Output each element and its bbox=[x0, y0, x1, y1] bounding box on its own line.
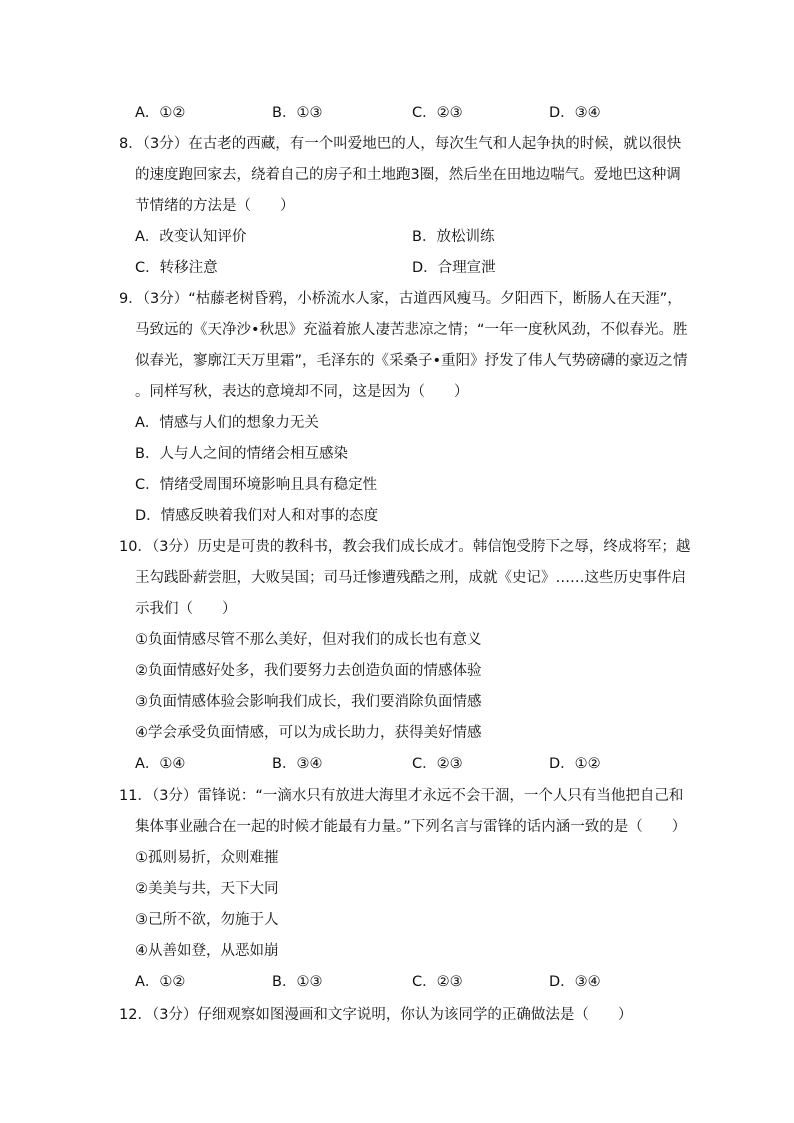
option-b[interactable]: B．放松训练 bbox=[412, 229, 495, 245]
question-stem-line: 节情绪的方法是（ ） bbox=[135, 198, 295, 214]
statement-item: ②负面情感好处多，我们要努力去创造负面的情感体验 bbox=[135, 663, 482, 679]
option-d[interactable]: D．①② bbox=[549, 756, 601, 772]
question-stem-line: 王勾践卧薪尝胆，大败吴国；司马迁惨遭残酷之刑，成就《史记》……这些历史事件启 bbox=[135, 570, 686, 586]
option-a[interactable]: A．①② bbox=[135, 105, 186, 121]
question-stem-line: 9．（3分）“枯藤老树昏鸦，小桥流水人家，古道西风瘦马。夕阳西下，断肠人在天涯”， bbox=[119, 291, 682, 307]
question-stem-line: 示我们（ ） bbox=[135, 601, 237, 617]
option-a[interactable]: A．情感与人们的想象力无关 bbox=[135, 415, 319, 431]
question-stem-line: 10．（3分）历史是可贵的教科书，教会我们成长成才。韩信饱受胯下之辱，终成将军；越 bbox=[119, 539, 691, 555]
option-d[interactable]: D．情感反映着我们对人和对事的态度 bbox=[135, 508, 379, 524]
option-d[interactable]: D．合理宣泄 bbox=[412, 260, 496, 276]
option-a[interactable]: A．改变认知评价 bbox=[135, 229, 247, 245]
statement-item: ③负面情感体验会影响我们成长，我们要消除负面情感 bbox=[135, 694, 482, 710]
question-stem-line: 11．（3分）雷锋说：“一滴水只有放进大海里才永远不会干涸，一个人只有当他把自己和 bbox=[119, 788, 684, 804]
statement-item: ①负面情感尽管不那么美好，但对我们的成长也有意义 bbox=[135, 632, 482, 648]
option-c[interactable]: C．转移注意 bbox=[135, 260, 218, 276]
statement-item: ①孤则易折，众则难摧 bbox=[135, 850, 279, 866]
question-stem-line: 似春光，寥廓江天万里霜”，毛泽东的《采桑子•重阳》抒发了伟人气势磅礴的豪迈之情 bbox=[135, 353, 688, 369]
option-a[interactable]: A．①④ bbox=[135, 756, 186, 772]
option-d[interactable]: D．③④ bbox=[549, 974, 601, 990]
option-d[interactable]: D．③④ bbox=[549, 105, 601, 121]
option-c[interactable]: C．②③ bbox=[412, 974, 463, 990]
statement-item: ④学会承受负面情感，可以为成长助力，获得美好情感 bbox=[135, 725, 482, 741]
statement-item: ④从善如登，从恶如崩 bbox=[135, 943, 279, 959]
question-stem-line: 12．（3分）仔细观察如图漫画和文字说明，你认为该同学的正确做法是（ ） bbox=[119, 1007, 633, 1023]
option-b[interactable]: B．①③ bbox=[272, 105, 323, 121]
question-stem-line: 。同样写秋，表达的意境却不同，这是因为（ ） bbox=[135, 384, 469, 400]
option-b[interactable]: B．③④ bbox=[272, 756, 323, 772]
option-c[interactable]: C．②③ bbox=[412, 756, 463, 772]
statement-item: ③己所不欲，勿施于人 bbox=[135, 912, 279, 928]
option-a[interactable]: A．①② bbox=[135, 974, 186, 990]
question-stem-line: 集体事业融合在一起的时候才能最有力量。”下列名言与雷锋的话内涵一致的是（ ） bbox=[135, 819, 687, 835]
question-stem-line: 的速度跑回家去，绕着自己的房子和土地跑3圈，然后坐在田地边喘气。爱地巴这种调 bbox=[135, 167, 681, 183]
option-c[interactable]: C．②③ bbox=[412, 105, 463, 121]
option-b[interactable]: B．①③ bbox=[272, 974, 323, 990]
statement-item: ②美美与共，天下大同 bbox=[135, 881, 279, 897]
question-stem-line: 8．（3分）在古老的西藏，有一个叫爱地巴的人，每次生气和人起争执的时候，就以很快 bbox=[119, 136, 682, 152]
option-c[interactable]: C．情绪受周围环境影响且具有稳定性 bbox=[135, 477, 378, 493]
option-b[interactable]: B．人与人之间的情绪会相互感染 bbox=[135, 446, 348, 462]
question-stem-line: 马致远的《天净沙•秋思》充溢着旅人凄苦悲凉之情；“一年一度秋风劲，不似春光。胜 bbox=[135, 322, 688, 338]
